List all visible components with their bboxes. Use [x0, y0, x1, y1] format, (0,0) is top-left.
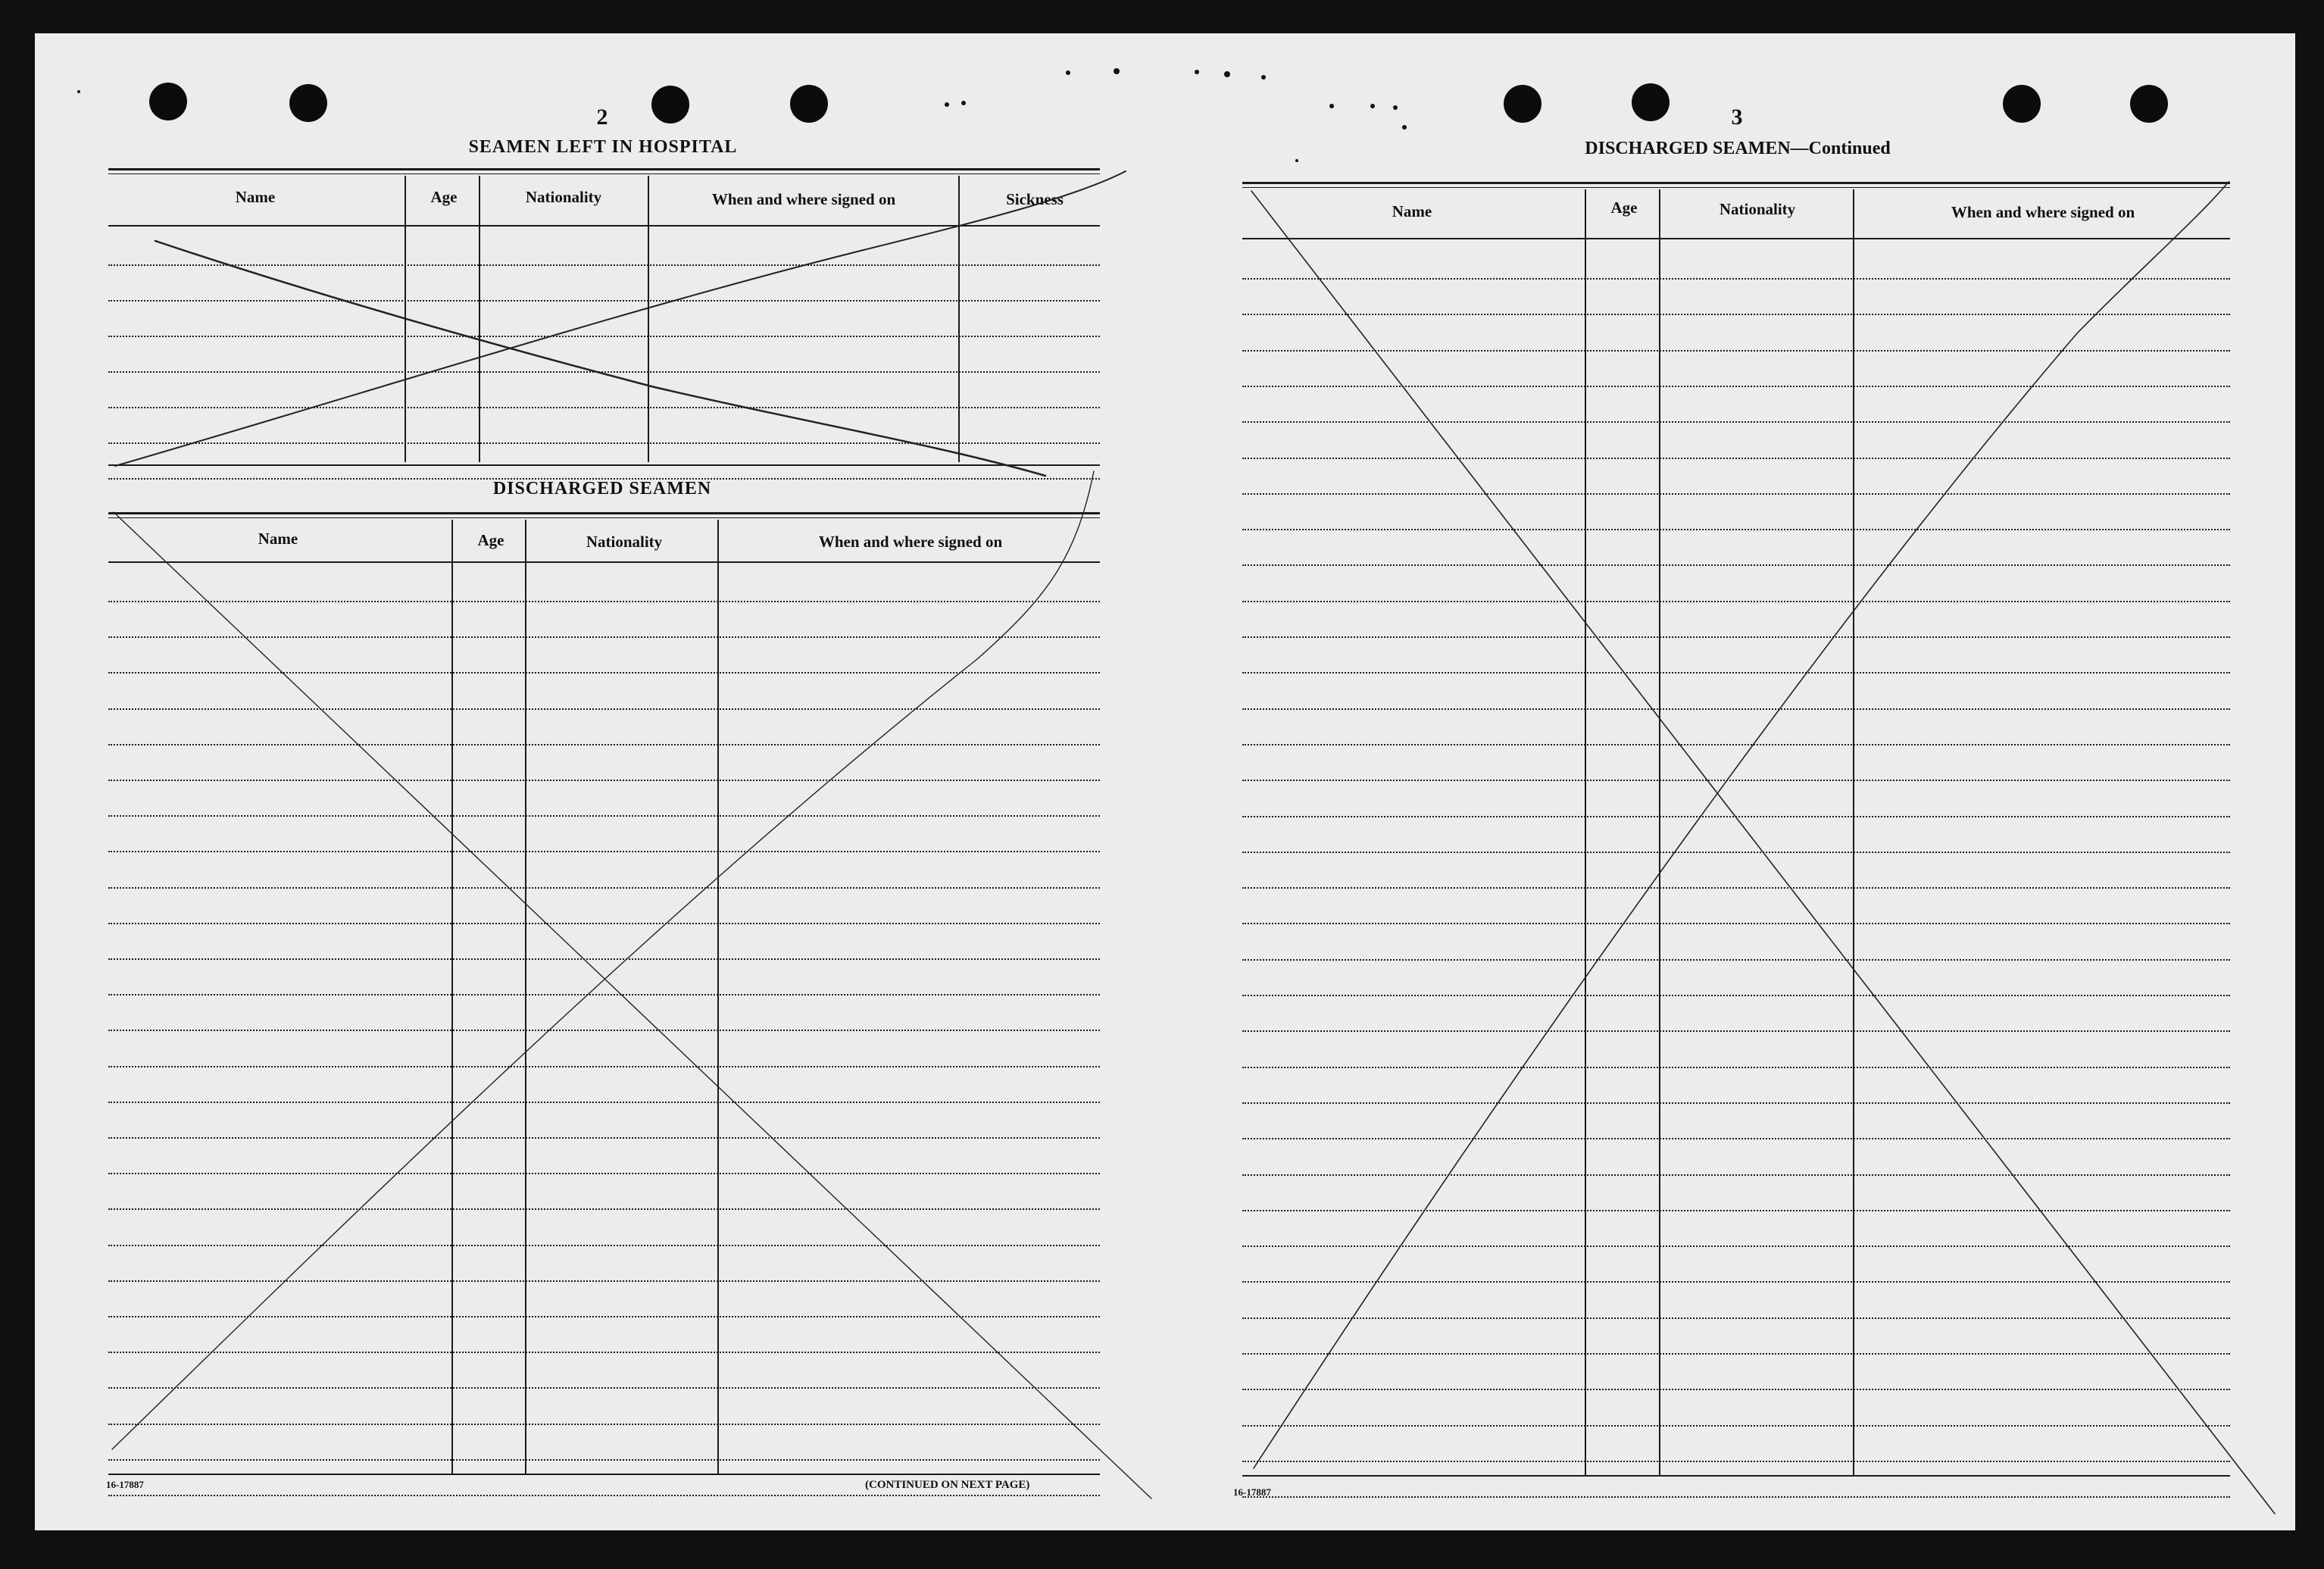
ruled-line [1242, 421, 2230, 423]
ruled-line [1242, 493, 2230, 495]
ruled-line [108, 636, 1100, 638]
ruled-line [108, 923, 1100, 924]
ruled-line [1242, 564, 2230, 566]
ruled-line [108, 780, 1100, 781]
bottom-rule [1242, 1475, 2230, 1477]
ruled-line [1242, 708, 2230, 710]
ruled-line [108, 994, 1100, 995]
ruled-line [108, 958, 1100, 960]
ruled-line [108, 336, 1100, 337]
ruled-line [108, 1030, 1100, 1031]
column-divider [479, 176, 480, 462]
column-header-name: Name [258, 530, 298, 548]
ruled-line [1242, 1102, 2230, 1104]
ruled-line [1242, 1030, 2230, 1032]
ruled-line [1242, 1174, 2230, 1176]
ruled-line [1242, 1425, 2230, 1427]
column-header-signed-on: When and where signed on [711, 190, 896, 208]
ruled-line [1242, 601, 2230, 602]
ruled-line [108, 1245, 1100, 1246]
ruled-line [1242, 1281, 2230, 1283]
column-header-sickness: Sickness [1006, 190, 1064, 208]
top-rule [1242, 182, 2230, 184]
form-code: 16-17887 [106, 1479, 144, 1490]
ruled-line [108, 708, 1100, 710]
ruled-line [1242, 1067, 2230, 1068]
document-sheet [35, 33, 2295, 1530]
ruled-line [1242, 852, 2230, 853]
ruled-line [1242, 1210, 2230, 1211]
ruled-line [1242, 959, 2230, 961]
column-header-name: Name [1392, 202, 1432, 220]
ruled-line [1242, 314, 2230, 315]
hospital-section-title: SEAMEN LEFT IN HOSPITAL [468, 137, 738, 157]
ruled-line [1242, 278, 2230, 280]
column-header-age: Age [477, 531, 504, 549]
continued-note: (CONTINUED ON NEXT PAGE) [865, 1479, 1030, 1491]
ruled-line [108, 1208, 1100, 1210]
ruled-line [108, 1280, 1100, 1282]
punch-hole [651, 86, 689, 123]
top-rule [108, 517, 1100, 518]
ruled-line [1242, 923, 2230, 924]
ruled-line [1242, 386, 2230, 387]
ruled-line [108, 300, 1100, 302]
column-divider [405, 176, 406, 462]
ruled-line [1242, 816, 2230, 817]
column-divider [1585, 189, 1586, 1475]
ruled-line [1242, 672, 2230, 674]
bottom-rule [108, 1474, 1100, 1475]
punch-hole [1632, 83, 1670, 121]
ruled-line [108, 815, 1100, 817]
ruled-line [1242, 1353, 2230, 1355]
discharged-section-title: DISCHARGED SEAMEN [492, 479, 712, 499]
ruled-line [1242, 1138, 2230, 1139]
header-rule [1242, 238, 2230, 239]
ruled-line [108, 371, 1100, 373]
column-header-age: Age [1610, 198, 1638, 217]
column-divider [958, 176, 960, 462]
ruled-line [108, 1352, 1100, 1353]
column-header-signed-on: When and where signed on [1951, 203, 2135, 221]
top-rule [108, 168, 1100, 170]
column-header-signed-on: When and where signed on [818, 533, 1003, 551]
punch-hole [1504, 85, 1542, 123]
ruled-line [108, 601, 1100, 602]
ruled-line [108, 1137, 1100, 1139]
ruled-line [108, 442, 1100, 444]
ruled-line [1242, 744, 2230, 745]
column-header-nationality: Nationality [525, 188, 602, 206]
column-header-nationality: Nationality [586, 533, 663, 551]
ruled-line [108, 887, 1100, 889]
column-header-nationality: Nationality [1719, 200, 1796, 218]
column-divider [525, 520, 526, 1474]
right-section-title: DISCHARGED SEAMEN—Continued [1585, 139, 1891, 158]
ruled-line [1242, 780, 2230, 781]
punch-hole [2003, 85, 2041, 123]
ruled-line [1242, 350, 2230, 352]
ruled-line [1242, 995, 2230, 996]
ruled-line [1242, 1389, 2230, 1390]
page-number: 3 [1731, 105, 1743, 130]
ruled-line [108, 407, 1100, 408]
ruled-line [1242, 1496, 2230, 1498]
bottom-rule [108, 464, 1100, 466]
column-divider [648, 176, 649, 462]
top-rule [108, 173, 1100, 174]
punch-hole [2130, 85, 2168, 123]
column-header-name: Name [235, 188, 276, 206]
punch-hole [790, 85, 828, 123]
ruled-line [108, 1424, 1100, 1425]
ruled-line [108, 1459, 1100, 1461]
ruled-line [1242, 1317, 2230, 1319]
ruled-line [1242, 636, 2230, 638]
ruled-line [1242, 1461, 2230, 1462]
column-divider [1659, 189, 1660, 1475]
header-rule [108, 561, 1100, 563]
column-divider [451, 520, 453, 1474]
top-rule [108, 512, 1100, 514]
punch-hole [149, 83, 187, 120]
column-header-age: Age [430, 188, 458, 206]
ruled-line [108, 1495, 1100, 1496]
ruled-line [108, 851, 1100, 852]
header-rule [108, 225, 1100, 227]
ruled-line [108, 1066, 1100, 1067]
page-number: 2 [596, 105, 608, 130]
ruled-line [1242, 529, 2230, 530]
form-code: 16-17887 [1233, 1486, 1271, 1498]
column-divider [717, 520, 719, 1474]
punch-hole [289, 84, 327, 122]
ruled-line [108, 1102, 1100, 1103]
ruled-line [1242, 1246, 2230, 1247]
ruled-line [108, 1387, 1100, 1389]
column-divider [1853, 189, 1854, 1475]
ruled-line [1242, 458, 2230, 459]
ruled-line [108, 1173, 1100, 1174]
ruled-line [108, 672, 1100, 674]
ruled-line [108, 264, 1100, 266]
ruled-line [108, 1316, 1100, 1317]
ruled-line [108, 744, 1100, 745]
ruled-line [1242, 887, 2230, 889]
top-rule [1242, 187, 2230, 188]
